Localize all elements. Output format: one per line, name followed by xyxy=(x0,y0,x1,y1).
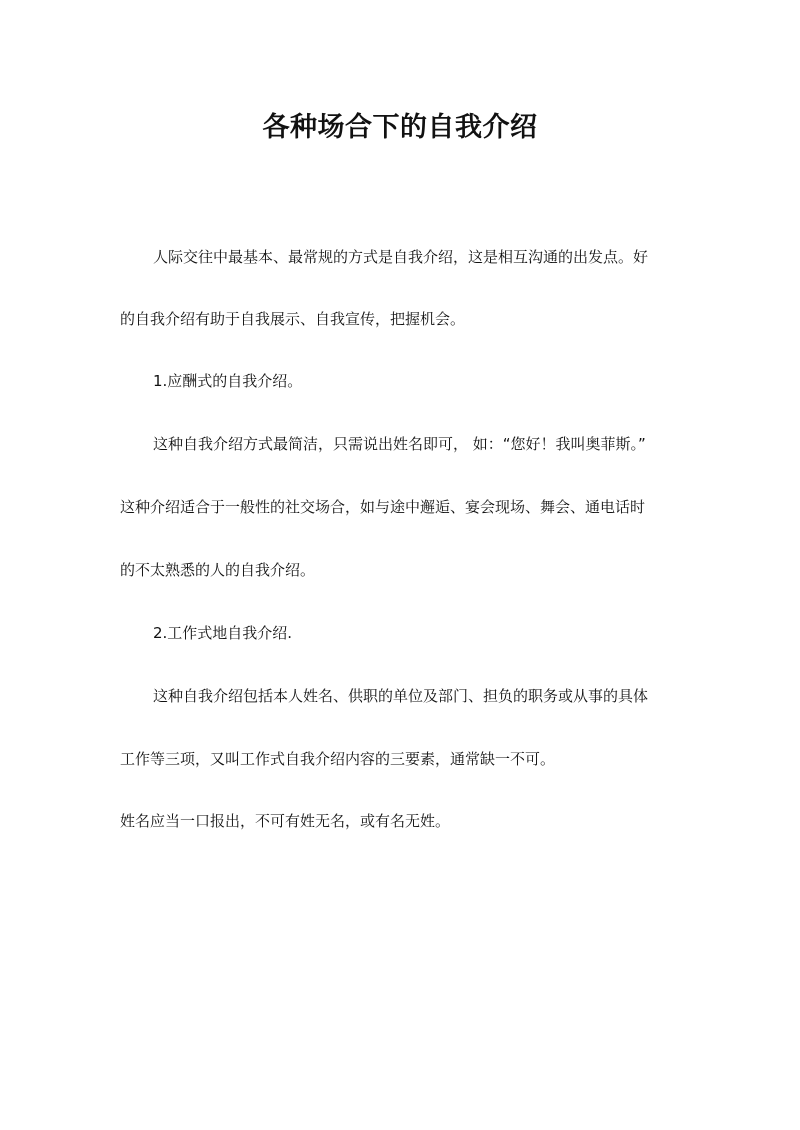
paragraph-line: 工作等三项，又叫工作式自我介绍内容的三要素，通常缺一不可。 xyxy=(120,750,556,768)
document-title: 各种场合下的自我介绍 xyxy=(262,112,538,143)
paragraph-line: 的不太熟悉的人的自我介绍。 xyxy=(120,561,316,579)
paragraph-line: 这种自我介绍包括本人姓名、供职的单位及部门、担负的职务或从事的具体 xyxy=(153,687,649,705)
section-heading: 1.应酬式的自我介绍。 xyxy=(153,372,303,390)
paragraph-line: 姓名应当一口报出，不可有姓无名，或有名无姓。 xyxy=(120,812,451,830)
paragraph-line: 这种自我介绍方式最简洁，只需说出姓名即可， 如：“您好！我叫奥菲斯。” xyxy=(153,435,646,453)
paragraph-line: 的自我介绍有助于自我展示、自我宣传，把握机会。 xyxy=(120,310,466,328)
section-heading: 2.工作式地自我介绍. xyxy=(153,624,293,642)
paragraph-line: 人际交往中最基本、最常规的方式是自我介绍，这是相互沟通的出发点。好 xyxy=(153,248,649,266)
paragraph-line: 这种介绍适合于一般性的社交场合，如与途中邂逅、宴会现场、舞会、通电话时 xyxy=(120,498,646,516)
